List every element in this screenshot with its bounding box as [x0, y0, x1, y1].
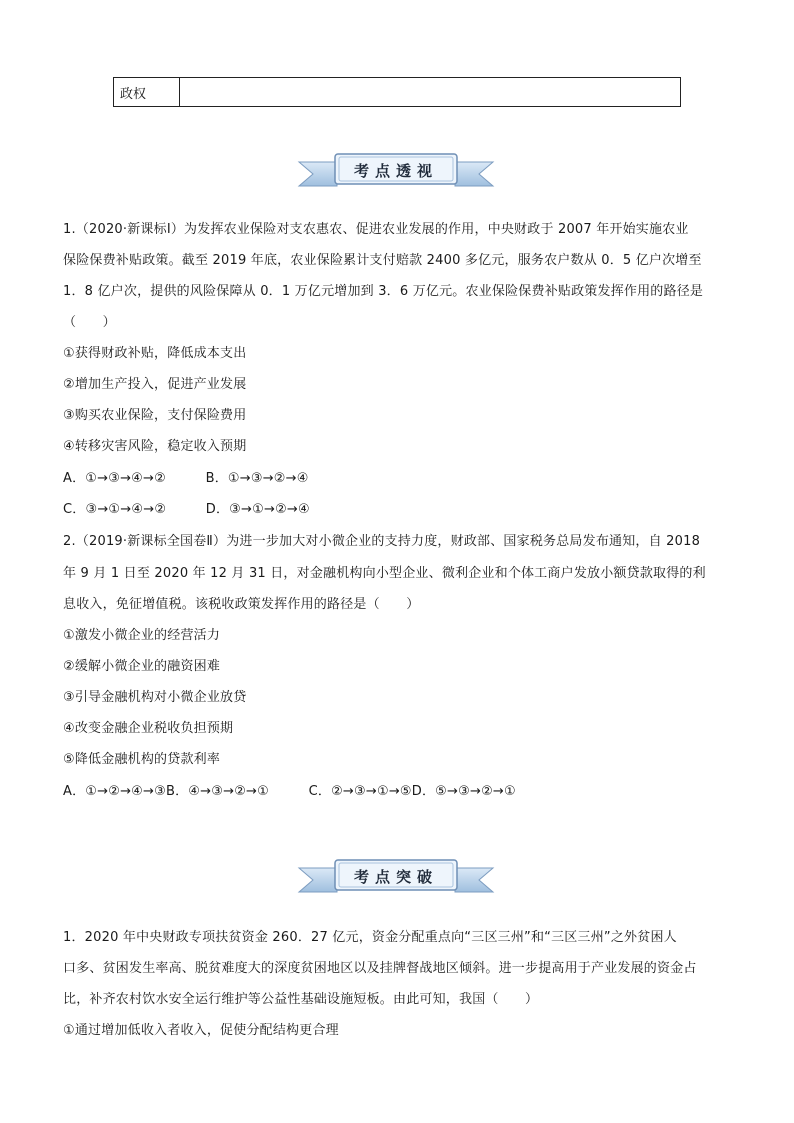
q1-choices-ab: A．①→③→④→② B．①→③→②→④	[63, 471, 309, 486]
q2-option-1: ①激发小微企业的经营活力	[63, 628, 221, 643]
section-banner-kaodian-toushi	[297, 150, 495, 192]
policy-table-row	[113, 77, 681, 107]
q1-option-4: ④转移灾害风险，稳定收入预期	[63, 439, 247, 454]
q2-stem-line-1: 2.（2019·新课标全国卷Ⅱ）为进一步加大对小微企业的支持力度，财政部、国家税务总局发布通知，自 2018	[63, 534, 701, 549]
q3-stem-line-3: 比，补齐农村饮水安全运行维护等公益性基础设施短板。由此可知，我国（ ）	[63, 992, 539, 1007]
q2-option-5: ⑤降低金融机构的贷款利率	[63, 752, 221, 767]
q2-stem-line-3: 息收入，免征增值税。该税收政策发挥作用的路径是（ ）	[63, 597, 420, 612]
banner-title: 考点突破	[353, 867, 438, 886]
q1-option-3: ③购买农业保险，支付保险费用	[63, 408, 247, 423]
q1-stem-line-3: 1．8 亿户次，提供的风险保障从 0．1 万亿元增加到 3．6 万亿元。农业保险保费补贴政策发挥作用的路径是	[63, 284, 704, 299]
banner-title: 考点透视	[353, 161, 438, 180]
table-value-cell	[180, 78, 680, 106]
q3-stem-line-2: 口多、贫困发生率高、脱贫难度大的深度贫困地区以及挂牌督战地区倾斜。进一步提高用于产业发展的资金占	[63, 961, 697, 976]
q1-stem-line-1: 1.（2020·新课标Ⅰ）为发挥农业保险对支农惠农、促进农业发展的作用，中央财政于 2007 年开始实施农业	[63, 222, 689, 237]
q1-stem-line-4: （ ）	[63, 315, 116, 330]
q1-option-1: ①获得财政补贴，降低成本支出	[63, 346, 247, 361]
section-banner-kaodian-tupo	[297, 856, 495, 898]
q3-stem-line-1: 1．2020 年中央财政专项扶贫资金 260．27 亿元，资金分配重点向“三区三州”和“三区三州”之外贫困人	[63, 930, 677, 945]
q3-option-1: ①通过增加低收入者收入，促使分配结构更合理	[63, 1023, 339, 1038]
q2-option-4: ④改变金融企业税收负担预期	[63, 721, 234, 736]
q1-choices-cd: C．③→①→④→② D．③→①→②→④	[63, 502, 310, 517]
q2-option-2: ②缓解小微企业的融资困难	[63, 659, 221, 674]
q1-stem-line-2: 保险保费补贴政策。截至 2019 年底，农业保险累计支付赔款 2400 多亿元，服务农户数从 0．5 亿户次增至	[63, 253, 702, 268]
q2-option-3: ③引导金融机构对小微企业放贷	[63, 690, 247, 705]
q2-stem-line-2: 年 9 月 1 日至 2020 年 12 月 31 日，对金融机构向小型企业、微利企业和个体工商户发放小额贷款取得的利	[63, 566, 706, 581]
q2-choices: A．①→②→④→③B．④→③→②→① C．②→③→①→⑤D．⑤→③→②→①	[63, 784, 516, 799]
q1-option-2: ②增加生产投入，促进产业发展	[63, 377, 247, 392]
table-label-cell: 政权	[114, 78, 180, 106]
